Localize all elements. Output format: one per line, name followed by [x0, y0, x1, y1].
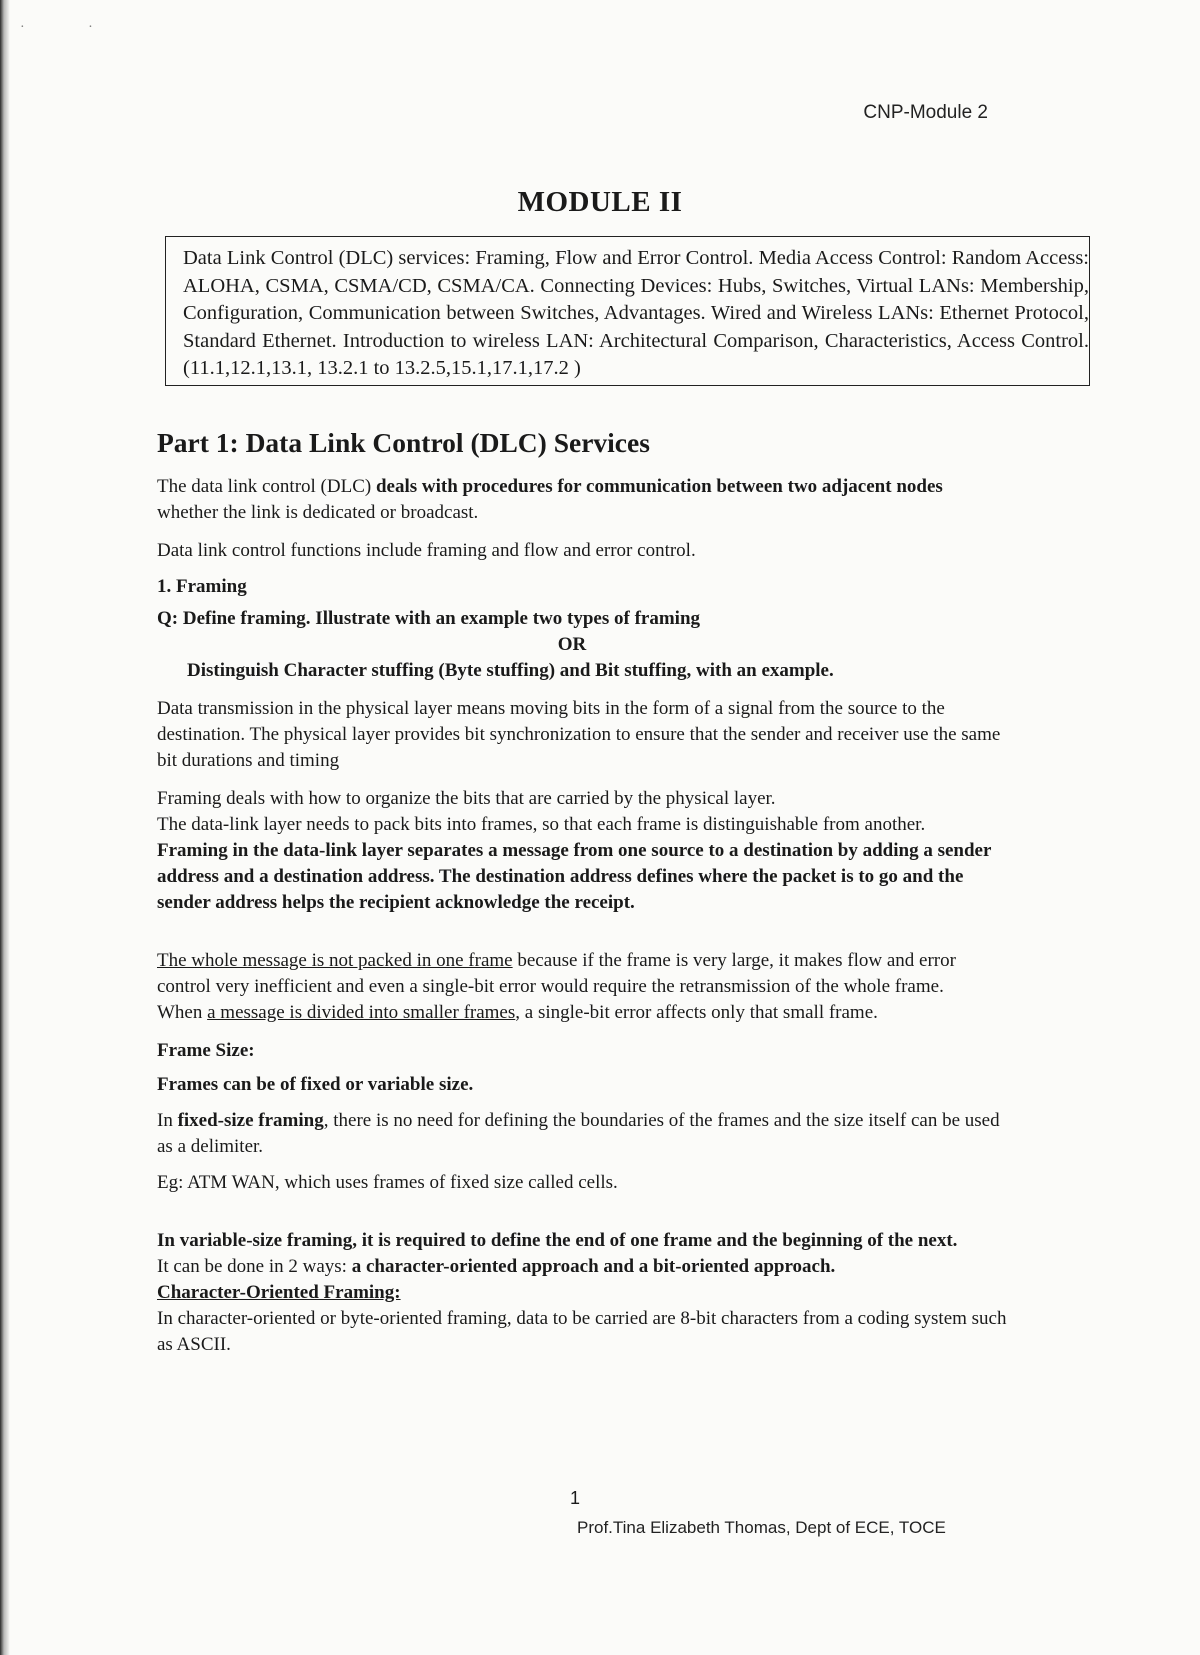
question-alt-text: Distinguish Character stuffing (Byte stuffing) and Bit stuffing, with an example. [187, 660, 834, 681]
frame-size-text: Frames can be of fixed or variable size. [157, 1074, 474, 1095]
whole-message-underlined: The whole message is not packed in one frame [157, 950, 513, 971]
ways-paragraph [157, 1254, 1007, 1280]
divided-text-2: , a single-bit error affects only that small frame. [515, 1002, 878, 1023]
header-label: CNP-Module 2 [863, 102, 988, 123]
whole-message-paragraph [157, 948, 1007, 1000]
frame-size-heading: Frame Size: [157, 1040, 255, 1061]
transmission-text-1: Data transmission in the physical layer means moving [157, 698, 573, 719]
fixed-text-2: , there is no need for defining the boundaries of the frames and the size itself can be used as a delimiter. [157, 1110, 1000, 1157]
transmission-text-2: from the source to the destination. The physical layer provides bit synchronization to ensure that the sender and receiver use the same bit durations and timing [157, 698, 1001, 771]
variable-size-paragraph: In variable-size framing, it is required to define the end of one frame and the beginning of the next. [157, 1230, 958, 1251]
fixed-text-1: In [157, 1110, 178, 1131]
intro-text-2: whether the link is dedicated or broadcast. [157, 502, 479, 523]
ways-text: It can be done in 2 ways: [157, 1256, 352, 1277]
scan-specks: · · [20, 20, 123, 35]
or-text: OR [557, 634, 587, 655]
fixed-bold: fixed-size framing [177, 1110, 324, 1131]
pack-bits-paragraph: The data-link layer needs to pack bits into frames, so that each frame is distinguishable from another. [157, 814, 926, 835]
transmission-emph: bits in the form of a signal [572, 698, 774, 719]
char-oriented-paragraph: In character-oriented or byte-oriented framing, data to be carried are 8-bit characters from a coding system such as ASCII. [157, 1308, 1007, 1355]
framing-deals-paragraph: Framing deals with how to organize the bits that are carried by the physical layer. [157, 788, 776, 809]
divided-text-1: When [157, 1002, 208, 1023]
intro-paragraph [157, 474, 1007, 526]
main-content [157, 427, 1007, 1358]
char-oriented-heading: Character-Oriented Framing: [157, 1282, 401, 1303]
part-heading: Part 1: Data Link Control (DLC) Services [157, 427, 650, 458]
framing-bold-paragraph: Framing in the data-link layer separates a message from one source to a destination by adding a sender address and a destination address. The destination address defines where the packet is to go and the sender address helps the recipient acknowledge the receipt. [157, 840, 992, 913]
whole-message-text: because if the frame is very large, it makes flow and error control very inefficient and even a single-bit error would require the retransmission of the whole frame. [157, 950, 956, 997]
fixed-size-paragraph [157, 1108, 1007, 1160]
transmission-paragraph [157, 696, 1007, 774]
functions-paragraph: Data link control functions include framing and flow and error control. [157, 540, 696, 561]
example-paragraph: Eg: ATM WAN, which uses frames of fixed size called cells. [157, 1172, 618, 1193]
divided-underlined: a message is divided into smaller frames [207, 1002, 516, 1023]
scan-edge-shadow [0, 0, 10, 1655]
footer-author: Prof.Tina Elizabeth Thomas, Dept of ECE, TOCE [577, 1518, 946, 1537]
intro-bold: deals with procedures for communication between two adjacent nodes [375, 476, 943, 497]
framing-heading: 1. Framing [157, 576, 247, 597]
question-text: Q: Define framing. Illustrate with an example two types of framing [157, 608, 701, 629]
divided-paragraph [157, 1000, 1007, 1026]
syllabus-text: Data Link Control (DLC) services: Framing, Flow and Error Control. Media Access Control: Random Access: ALOHA, CSMA, CSMA/CD, CSMA/CA. Connecting Devices: Hubs, Switches, Virtual LANs: Membership, Configuration, Communication between Switches, Advantages. Wired and Wireless LANs: Ethernet Protocol, Standard Ethernet. Introduction to wireless LAN: Architectural Comparison, Characteristics, Access Control. (11.1,12.1,13.1, 13.2.1 to 13.2.5,15.1,17.1,17.2 ) [183, 247, 1089, 379]
page-number: 1 [570, 1488, 581, 1508]
intro-text-1: The data link control (DLC) [157, 476, 376, 497]
module-title: MODULE II [517, 186, 683, 218]
syllabus-box [165, 236, 1090, 386]
ways-bold: a character-oriented approach and a bit-oriented approach. [351, 1256, 836, 1277]
